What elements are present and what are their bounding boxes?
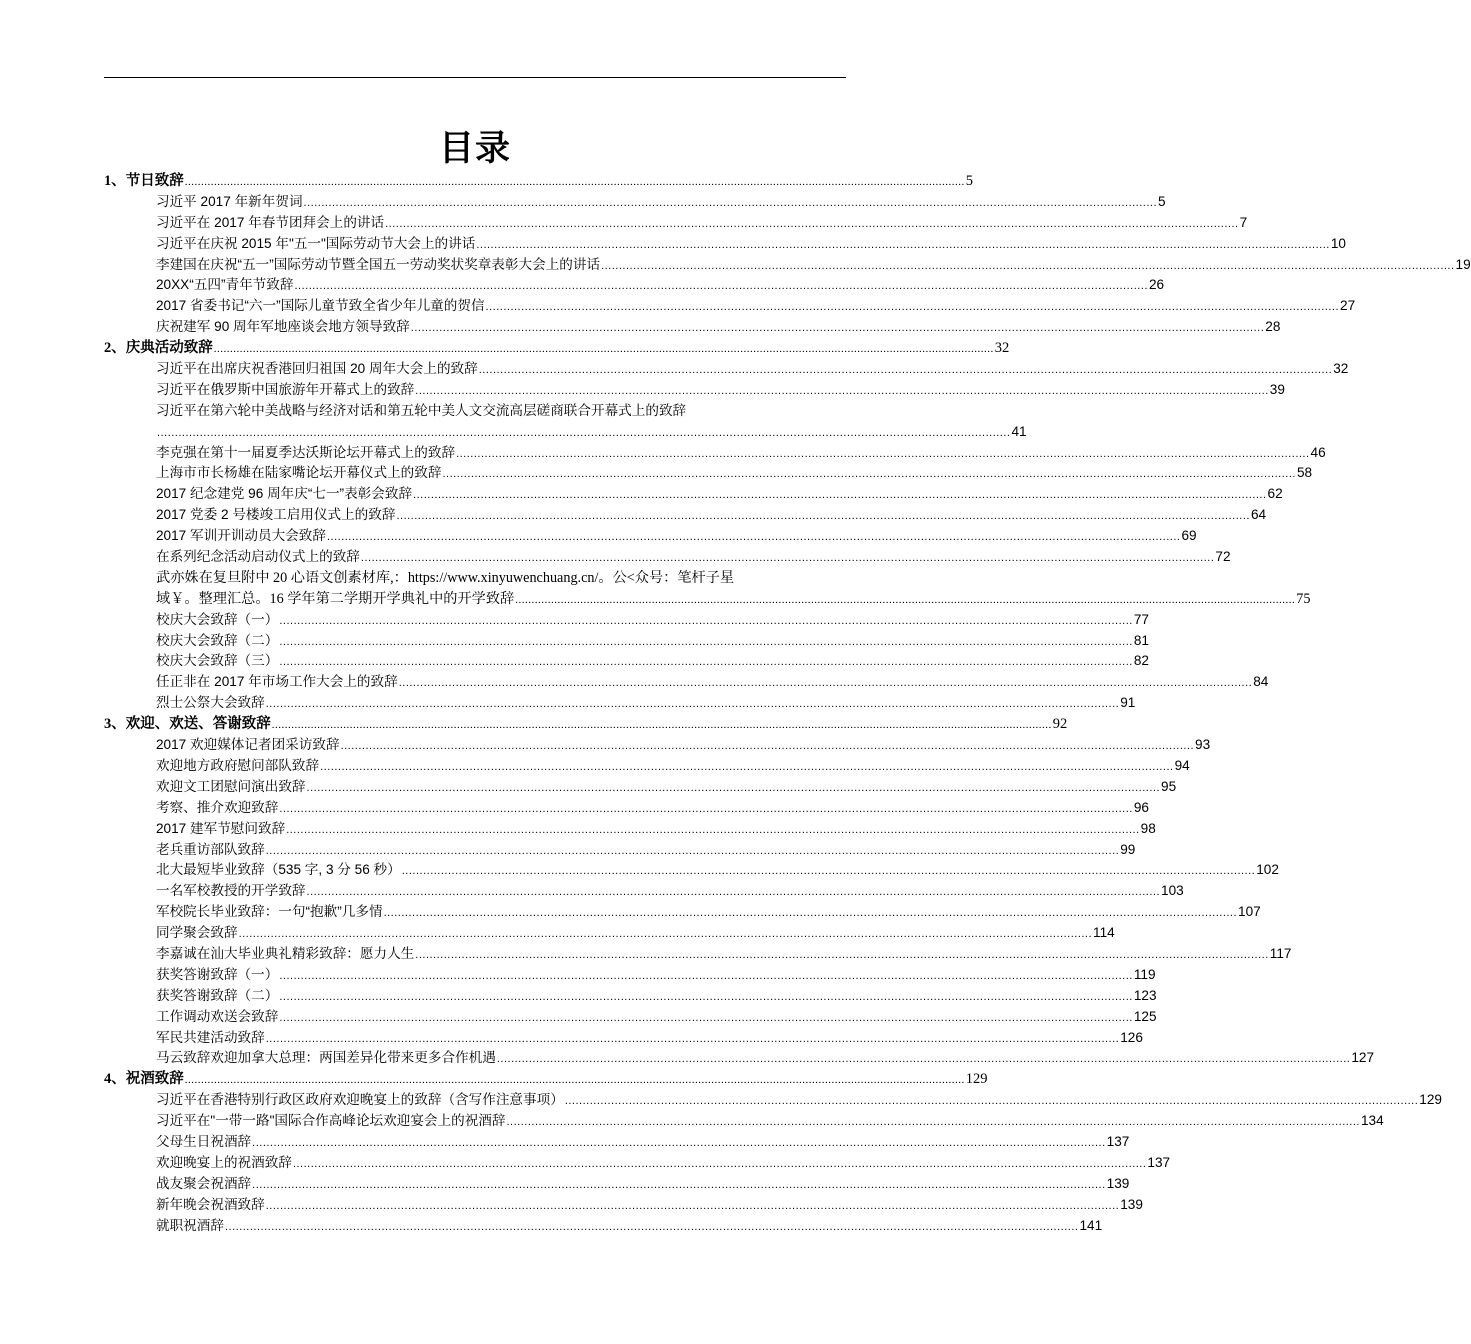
toc-entry[interactable] — [104, 463, 1313, 484]
leader-dots — [266, 841, 1119, 862]
leader-dots — [294, 276, 1147, 297]
toc-entry[interactable] — [104, 631, 1149, 652]
toc-entry[interactable] — [104, 881, 1184, 902]
leader-dots — [272, 715, 1052, 736]
toc-entry-label: 习近平在 2017 年春节团拜会上的讲话 — [156, 214, 385, 230]
toc-section-page: 92 — [1052, 716, 1068, 733]
toc-entry-label: 李克强在第十一届夏季达沃斯论坛开幕式上的致辞 — [156, 444, 456, 460]
toc-entry[interactable] — [104, 234, 1346, 255]
toc-entry-page: 91 — [1120, 695, 1136, 711]
leader-dots — [266, 1196, 1119, 1217]
toc-entry-page: 5 — [1158, 193, 1166, 209]
leader-dots — [411, 318, 1264, 339]
toc-entry-label: 习近平在香港特别行政区政府欢迎晚宴上的致辞（含写作注意事项） — [156, 1092, 564, 1108]
toc-entry-page: 107 — [1238, 904, 1261, 920]
toc-entry-label: 烈士公祭大会致辞 — [156, 695, 265, 711]
toc-entry-page: 26 — [1148, 277, 1165, 293]
toc-entry-page: 139 — [1120, 1196, 1143, 1212]
toc-entry[interactable] — [104, 255, 1471, 276]
toc-entry-page: 103 — [1161, 883, 1184, 899]
toc-entry-label: 校庆大会致辞（一） — [156, 611, 279, 627]
toc-entry-page: 62 — [1267, 486, 1283, 502]
toc-entry[interactable] — [104, 1111, 1384, 1132]
header-rule — [104, 77, 846, 78]
toc-entry-label: 上海市市长杨雄在陆家嘴论坛开幕仪式上的致辞 — [156, 465, 442, 481]
toc-section[interactable] — [104, 171, 973, 192]
toc-section[interactable] — [104, 338, 1010, 359]
toc-entry-label: 习近平在出席庆祝香港回归祖国 20 周年大会上的致辞 — [156, 361, 478, 377]
toc-entry-page: 125 — [1133, 1008, 1157, 1024]
toc-section-page: 5 — [965, 173, 973, 189]
leader-dots — [601, 256, 1454, 277]
leader-dots — [307, 882, 1160, 903]
toc-entry-page: 119 — [1133, 966, 1156, 982]
toc-entry-label: 校庆大会致辞（二） — [156, 632, 279, 648]
toc-entry-page: 102 — [1256, 862, 1279, 878]
toc-entry-page: 19 — [1455, 256, 1471, 272]
toc-entry-label: 新年晚会祝酒致辞 — [156, 1196, 265, 1212]
toc-entry-page: 99 — [1120, 841, 1136, 857]
leader-dots — [327, 527, 1180, 548]
toc-entry[interactable] — [104, 986, 1157, 1007]
leader-dots — [442, 464, 1295, 485]
toc-entry-page: 28 — [1265, 319, 1281, 335]
toc-entry-label: 战友聚会祝酒辞 — [156, 1175, 252, 1191]
toc-entry-label: 2017 省委书记“六一”国际儿童节致全省少年儿童的贺信 — [156, 298, 485, 314]
toc-entry[interactable] — [104, 589, 1311, 610]
toc-entry[interactable] — [104, 484, 1283, 505]
toc-entry-label: 考察、推介欢迎致辞 — [156, 799, 279, 815]
toc-entry-page: 69 — [1181, 528, 1197, 544]
toc-entry-label: 任正非在 2017 年市场工作大会上的致辞 — [156, 674, 398, 690]
leader-dots — [486, 297, 1339, 318]
table-of-contents — [104, 171, 1471, 1236]
toc-entry[interactable] — [104, 798, 1149, 819]
toc-entry-label: 欢迎文工团慰问演出致辞 — [156, 778, 306, 794]
toc-entry-label: 工作调动欢送会致辞 — [156, 1008, 279, 1024]
toc-entry-page: 39 — [1269, 381, 1285, 397]
toc-entry[interactable] — [104, 213, 1248, 234]
toc-entry-page: 7 — [1239, 214, 1248, 230]
toc-entry-label: 李嘉诚在汕大毕业典礼精彩致辞：愿力人生 — [156, 945, 415, 961]
toc-entry[interactable] — [104, 359, 1349, 380]
leader-dots — [399, 673, 1252, 694]
toc-section-label: 2、庆典活动致辞 — [104, 340, 213, 357]
toc-section-page: 129 — [965, 1071, 988, 1088]
toc-entry-label: 2017 党委 2 号楼竣工启用仪式上的致辞 — [156, 507, 396, 523]
toc-entry-page: 95 — [1161, 778, 1177, 794]
toc-entry[interactable] — [104, 819, 1156, 840]
leader-dots — [476, 235, 1329, 256]
toc-entry[interactable] — [104, 275, 1165, 296]
toc-entry-page: 129 — [1419, 1092, 1442, 1108]
toc-entry[interactable] — [104, 1132, 1130, 1153]
toc-entry-label: 庆祝建军 90 周年军地座谈会地方领导致辞 — [156, 319, 410, 335]
toc-entry-page: 32 — [1333, 361, 1349, 377]
leader-dots — [497, 1049, 1350, 1070]
toc-entry[interactable] — [104, 735, 1211, 756]
toc-entry[interactable] — [104, 380, 1285, 401]
toc-entry-page: 117 — [1269, 945, 1292, 961]
leader-dots — [479, 360, 1332, 381]
toc-entry-page: 141 — [1079, 1217, 1103, 1233]
leader-dots — [239, 924, 1092, 945]
toc-entry[interactable] — [104, 923, 1115, 944]
leader-dots — [266, 694, 1119, 715]
toc-entry[interactable] — [104, 547, 1231, 568]
leader-dots — [361, 548, 1214, 569]
toc-section-label: 3、欢迎、欢送、答谢致辞 — [104, 716, 271, 733]
toc-entry-page: 46 — [1310, 444, 1326, 460]
toc-entry-label: 老兵重访部队致辞 — [156, 841, 265, 857]
toc-entry[interactable] — [104, 526, 1197, 547]
toc-entry[interactable] — [104, 860, 1279, 881]
toc-entry-label: 马云致辞欢迎加拿大总理：两国差异化带来更多合作机遇 — [156, 1050, 496, 1066]
leader-dots — [384, 903, 1237, 924]
toc-entry[interactable] — [104, 840, 1136, 861]
leader-dots — [279, 987, 1132, 1008]
toc-entry-label: 域￥。整理汇总。16 学年第二学期开学典礼中的开学致辞 — [156, 590, 515, 607]
leader-dots — [565, 1091, 1418, 1112]
leader-dots — [266, 1029, 1119, 1050]
toc-section[interactable] — [104, 1069, 988, 1090]
toc-entry[interactable] — [104, 1048, 1375, 1069]
toc-entry[interactable] — [104, 1216, 1103, 1237]
toc-entry[interactable] — [104, 651, 1149, 672]
toc-entry-page: 10 — [1330, 235, 1346, 251]
toc-entry-page: 77 — [1133, 611, 1149, 627]
toc-entry-label: 习近平在庆祝 2015 年"五一"国际劳动节大会上的讲话 — [156, 235, 476, 251]
toc-entry-label: 20XX“五四”青年节致辞 — [156, 277, 294, 293]
toc-entry[interactable] — [104, 296, 1356, 317]
toc-entry-label: 习近平 2017 年新年贺词 — [156, 193, 303, 209]
toc-entry-page: 84 — [1253, 674, 1269, 690]
toc-entry[interactable] — [104, 1195, 1143, 1216]
leader-dots — [214, 339, 994, 360]
toc-entry-label: 获奖答谢致辞（二） — [156, 987, 279, 1003]
toc-entry-label: 获奖答谢致辞（一） — [156, 966, 279, 982]
toc-entry[interactable] — [104, 317, 1281, 338]
leader-dots — [507, 1112, 1360, 1133]
toc-section[interactable] — [104, 714, 1068, 735]
toc-entry-page: 72 — [1215, 549, 1231, 565]
leader-dots — [157, 423, 1010, 444]
leader-dots — [279, 966, 1132, 987]
toc-entry-label: 北大最短毕业致辞（535 字, 3 分 56 秒） — [156, 862, 401, 878]
leader-dots — [304, 193, 1157, 214]
toc-entry[interactable] — [104, 192, 1166, 213]
toc-entry-page: 64 — [1250, 507, 1267, 523]
leader-dots — [252, 1133, 1105, 1154]
leader-dots — [413, 485, 1266, 506]
toc-entry-label: 在系列纪念活动启动仪式上的致辞 — [156, 549, 360, 565]
toc-entry-page: 114 — [1093, 925, 1115, 941]
toc-entry[interactable] — [104, 777, 1177, 798]
toc-section-page: 32 — [994, 340, 1010, 357]
leader-dots — [185, 1070, 965, 1091]
leader-dots — [456, 444, 1309, 465]
leader-dots — [320, 757, 1173, 778]
toc-entry-label: 2017 军训开训动员大会致辞 — [156, 528, 326, 544]
leader-dots — [279, 1008, 1132, 1029]
toc-entry-page: 134 — [1360, 1113, 1384, 1129]
toc-entry-page: 137 — [1147, 1154, 1171, 1170]
leader-dots — [279, 799, 1132, 820]
toc-entry-label: 校庆大会致辞（三） — [156, 653, 279, 669]
leader-dots — [341, 736, 1194, 757]
toc-entry[interactable] — [104, 443, 1326, 464]
toc-entry[interactable] — [104, 1174, 1130, 1195]
toc-entry-label: 一名军校教授的开学致辞 — [156, 883, 306, 899]
page-title: 目录 — [438, 129, 511, 169]
toc-entry-label: 2017 欢迎媒体记者团采访致辞 — [156, 737, 340, 753]
toc-entry-page: 98 — [1140, 820, 1156, 836]
toc-entry-page: 75 — [1296, 590, 1311, 607]
toc-entry-label: 父母生日祝酒辞 — [156, 1133, 252, 1149]
toc-entry[interactable] — [104, 965, 1156, 986]
leader-dots — [225, 1217, 1078, 1238]
toc-entry-page: 93 — [1195, 737, 1211, 753]
leader-dots — [185, 172, 965, 193]
toc-entry-page: 27 — [1340, 298, 1356, 314]
toc-entry-label: 同学聚会致辞 — [156, 925, 238, 941]
toc-entry-label: 军民共建活动致辞 — [156, 1029, 265, 1045]
toc-entry-page: 137 — [1106, 1133, 1130, 1149]
toc-entry-wrapped-line[interactable]: 武亦姝在复旦附中 20 心语文创素材库,：https://www.xinyuwenchuang.cn/。公<众号：笔杆子星 — [156, 569, 735, 586]
toc-entry-page: 96 — [1133, 799, 1149, 815]
toc-entry-wrapped-line[interactable]: 习近平在第六轮中美战略与经济对话和第五轮中美人文交流高层磋商联合开幕式上的致辞 — [156, 402, 687, 418]
toc-entry-page: 139 — [1106, 1175, 1130, 1191]
toc-entry-label: 2017 纪念建党 96 周年庆“七一”表彰会致辞 — [156, 486, 413, 502]
leader-dots — [402, 861, 1255, 882]
toc-entry[interactable] — [104, 756, 1190, 777]
toc-entry-page: 123 — [1133, 987, 1157, 1003]
leader-dots — [293, 1154, 1146, 1175]
leader-dots — [279, 611, 1132, 632]
toc-entry-label: 习近平在俄罗斯中国旅游年开幕式上的致辞 — [156, 381, 415, 397]
toc-entry[interactable] — [104, 902, 1261, 923]
toc-entry-label: 李建国在庆祝“五一”国际劳动节暨全国五一劳动奖状奖章表彰大会上的讲话 — [156, 256, 601, 272]
toc-entry-page: 81 — [1133, 632, 1149, 648]
toc-entry[interactable] — [104, 1028, 1143, 1049]
leader-dots — [515, 590, 1295, 611]
toc-section-label: 1、节日致辞 — [104, 173, 184, 189]
toc-entry[interactable] — [104, 422, 1027, 443]
toc-entry[interactable] — [104, 1090, 1442, 1111]
toc-entry-page: 127 — [1351, 1050, 1375, 1066]
toc-entry-label: 2017 建军节慰问致辞 — [156, 820, 286, 836]
leader-dots — [415, 381, 1268, 402]
toc-entry[interactable] — [104, 672, 1269, 693]
toc-section-label: 4、祝酒致辞 — [104, 1071, 184, 1088]
toc-entry-page: 126 — [1120, 1029, 1143, 1045]
toc-entry[interactable] — [104, 610, 1149, 631]
leader-dots — [252, 1175, 1105, 1196]
toc-entry-label: 习近平在"一带一路"国际合作高峰论坛欢迎宴会上的祝酒辞 — [156, 1113, 506, 1129]
leader-dots — [396, 506, 1249, 527]
toc-entry[interactable] — [104, 505, 1267, 526]
toc-entry[interactable] — [104, 1007, 1157, 1028]
toc-entry-label: 军校院长毕业致辞：一句“抱歉”几多情 — [156, 904, 383, 920]
toc-entry-label: 就职祝酒辞 — [156, 1217, 224, 1233]
leader-dots — [279, 652, 1132, 673]
toc-entry-page: 82 — [1133, 653, 1149, 669]
toc-entry-page: 41 — [1011, 423, 1027, 439]
toc-entry-page: 94 — [1174, 757, 1190, 773]
leader-dots — [415, 945, 1268, 966]
toc-entry[interactable] — [104, 944, 1292, 965]
leader-dots — [279, 632, 1132, 653]
leader-dots — [286, 820, 1139, 841]
toc-entry[interactable] — [104, 1153, 1171, 1174]
leader-dots — [307, 778, 1160, 799]
toc-entry-label: 欢迎晚宴上的祝酒致辞 — [156, 1154, 292, 1170]
leader-dots — [385, 214, 1238, 235]
toc-entry-label: 欢迎地方政府慰问部队致辞 — [156, 757, 320, 773]
toc-entry-page: 58 — [1296, 465, 1313, 481]
toc-entry[interactable] — [104, 693, 1136, 714]
